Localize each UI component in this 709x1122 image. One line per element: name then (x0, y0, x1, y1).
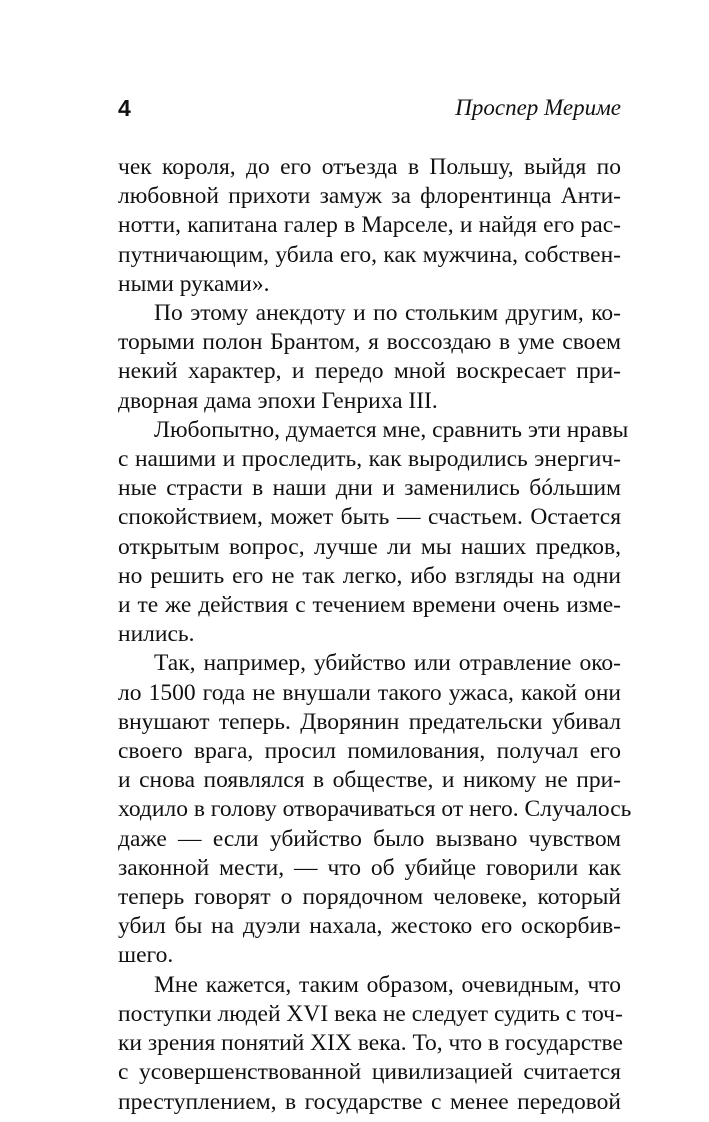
text-line: дворная дама эпохи Генриха III. (118, 387, 438, 414)
paragraph-2 (118, 299, 621, 416)
text-line: нотти, капитана галер в Марселе, и найдя его рас- (118, 212, 621, 239)
text-line: и те же действия с течением времени очень изме- (118, 592, 621, 619)
author-name: Проспер Мериме (455, 95, 621, 120)
text-line: поступки людей XVI века не следует судить с точ- (118, 1000, 623, 1027)
text-line: с нашими и проследить, как выродились энергич- (118, 446, 621, 473)
text-line: Так, например, убийство или отравление око- (154, 650, 621, 677)
text-line: торыми полон Брантом, я воссоздаю в уме своем (118, 329, 621, 356)
text-line: Мне кажется, таким образом, очевидным, что (154, 971, 621, 998)
paragraph-3 (118, 416, 629, 650)
text-line: убил бы на дуэли нахала, жестоко его оскорбив- (118, 913, 621, 940)
text-line: открытым вопрос, лучше ли мы наших предков, (118, 533, 621, 560)
text-line: законной мести, — что об убийце говорили как (118, 854, 621, 881)
paragraph-4 (118, 649, 632, 970)
page-number: 4 (118, 95, 131, 121)
text-line: Любопытно, думается мне, сравнить эти нравы (154, 416, 629, 443)
text-line: внушают теперь. Дворянин предательски убивал (118, 708, 621, 735)
text-line: любовной прихоти замуж за флорентинца Анти- (118, 183, 621, 210)
running-header (118, 92, 621, 124)
text-line: но решить его не так легко, ибо взгляды на одни (118, 562, 621, 589)
text-line: ными руками». (118, 270, 270, 297)
text-line: По этому анекдоту и по стольким другим, ко- (154, 300, 621, 327)
text-line: своего врага, просил помилования, получал его (118, 738, 621, 765)
text-line: некий характер, и передо мной воскресает при- (118, 358, 621, 385)
text-line: ные страсти в наши дни и заменились бóльшим (118, 475, 621, 502)
paragraph-1 (118, 153, 621, 299)
text-line: и снова появлялся в обществе, и никому не при- (118, 767, 621, 794)
text-line: нились. (118, 621, 195, 648)
text-line: теперь говорят о порядочном человеке, который (118, 884, 621, 911)
body-text (118, 153, 632, 1117)
text-line: ло 1500 года не внушали такого ужаса, какой они (118, 679, 621, 706)
text-line: ходило в голову отворачиваться от него. Случалось (118, 796, 632, 823)
text-line: шего. (118, 942, 174, 969)
text-line: спокойствием, может быть — счастьем. Остается (118, 504, 621, 531)
text-line: чек короля, до его отъезда в Польшу, выйдя по (118, 154, 621, 180)
text-line: преступлением, в государстве с менее передовой (118, 1088, 621, 1115)
text-line: даже — если убийство было вызвано чувством (118, 825, 621, 852)
paragraph-5 (118, 971, 621, 1117)
text-line: с усовершенствованной цивилизацией считается (118, 1059, 621, 1086)
text-line: ки зрения понятий XIX века. То, что в государстве (118, 1030, 623, 1057)
text-line: путничающим, убила его, как мужчина, собствен- (118, 241, 621, 268)
